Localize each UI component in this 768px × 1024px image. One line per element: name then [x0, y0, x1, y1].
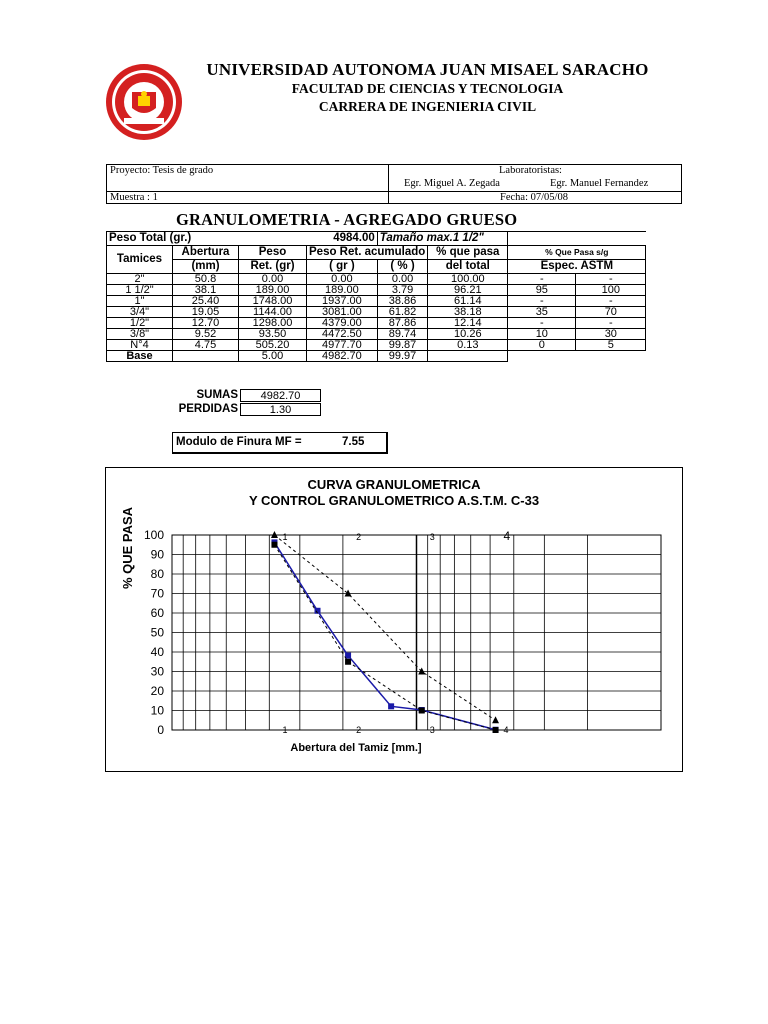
y-tick-label: 90 [150, 547, 164, 562]
cell-acum-gr: 4977.70 [307, 340, 378, 351]
spec-lower-point [419, 708, 425, 714]
table-row [107, 340, 646, 351]
cell-pasa: 12.14 [428, 318, 508, 329]
fineness-modulus-value: 7.55 [342, 436, 365, 448]
y-tick-label: 20 [150, 684, 164, 698]
marker-number-bottom: 3 [429, 725, 435, 735]
cell-abertura: 25.40 [173, 296, 239, 307]
cell-pasa: 61.14 [428, 296, 508, 307]
cell-tamiz: 1/2" [107, 318, 173, 329]
cell-abertura: 12.70 [173, 318, 239, 329]
marker-number-top: 1 [282, 532, 288, 542]
cell-abertura: 4.75 [173, 340, 239, 351]
header-peso-unit: Ret. (gr) [239, 260, 307, 274]
cell-pasa: 100.00 [428, 274, 508, 285]
base-peso: 5.00 [239, 351, 307, 362]
series-line [274, 542, 495, 729]
y-tick-label: 50 [150, 625, 164, 640]
cell-tamiz: 1 1/2" [107, 285, 173, 296]
cell-spec-max: 30 [576, 329, 646, 340]
spec-lower-point [345, 659, 351, 665]
sums-value: 4982.70 [240, 389, 321, 402]
sample-point [388, 703, 394, 709]
cell-spec-max: - [576, 296, 646, 307]
header-pasa: % que pasa [428, 246, 508, 260]
granulometric-chart [105, 467, 683, 772]
cell-peso: 1144.00 [239, 307, 307, 318]
career-name: CARRERA DE INGENIERIA CIVIL [318, 99, 537, 114]
spec-upper-point [418, 668, 425, 675]
y-tick-label: 0 [157, 723, 164, 737]
spec-lower-point [271, 542, 277, 548]
marker-number-top: 4 [503, 529, 511, 543]
cell-abertura: 19.05 [173, 307, 239, 318]
header-acumulado: Peso Ret. acumulado [307, 246, 428, 260]
y-tick-label: 60 [150, 606, 164, 620]
cell-acum-pct: 61.82 [377, 307, 428, 318]
base-label: Base [107, 351, 173, 362]
series-line [274, 545, 495, 730]
cell-spec-min: - [508, 296, 576, 307]
cell-acum-pct: 99.87 [377, 340, 428, 351]
cell-abertura: 50.8 [173, 274, 239, 285]
cell-tamiz: N°4 [107, 340, 173, 351]
header-tamices: Tamices [107, 246, 173, 274]
cell-peso: 1748.00 [239, 296, 307, 307]
sums-label: SUMAS [196, 389, 238, 401]
marker-number-top: 2 [356, 532, 362, 542]
header-abertura-unit: (mm) [173, 260, 239, 274]
sample-label: Muestra : 1 [110, 192, 158, 203]
cell-peso: 505.20 [239, 340, 307, 351]
project-info-box [106, 164, 682, 204]
cell-tamiz: 2" [107, 274, 173, 285]
cell-pasa: 10.26 [428, 329, 508, 340]
spec-upper-point [345, 590, 352, 597]
lab-label: Laboratoristas: [499, 165, 562, 176]
losses-label: PERDIDAS [178, 403, 238, 415]
cell-pasa: 38.18 [428, 307, 508, 318]
x-axis-label: Abertura del Tamiz [mm.] [290, 742, 422, 754]
header-pasa-sub: del total [428, 260, 508, 274]
chart-title: CURVA GRANULOMETRICA [307, 477, 481, 492]
y-tick-label: 30 [150, 664, 164, 679]
cell-spec-min: 35 [508, 307, 576, 318]
cell-pasa: 96.21 [428, 285, 508, 296]
cell-spec-min: - [508, 318, 576, 329]
marker-number-bottom: 1 [282, 725, 288, 735]
y-tick-label: 10 [150, 703, 164, 718]
series-line [274, 535, 495, 720]
lab-technician-1: Egr. Miguel A. Zegada [404, 178, 500, 189]
cell-acum-pct: 89.74 [377, 329, 428, 340]
lab-technician-2: Egr. Manuel Fernandez [550, 178, 649, 189]
spec-upper-point [492, 716, 499, 723]
total-weight-label: Peso Total (gr.) [107, 232, 307, 246]
y-tick-label: 80 [150, 567, 164, 581]
cell-acum-gr: 4379.00 [307, 318, 378, 329]
y-tick-label: 100 [143, 528, 164, 542]
university-seal-logo [104, 62, 184, 142]
cell-pasa: 0.13 [428, 340, 508, 351]
y-tick-label: 70 [150, 586, 164, 601]
cell-spec-min: 10 [508, 329, 576, 340]
faculty-name: FACULTAD DE CIENCIAS Y TECNOLOGIA [291, 81, 564, 96]
base-acum-gr: 4982.70 [307, 351, 378, 362]
cell-spec-max: 5 [576, 340, 646, 351]
cell-spec-max: 70 [576, 307, 646, 318]
cell-acum-pct: 0.00 [377, 274, 428, 285]
project-label: Proyecto: Tesis de grado [110, 165, 214, 176]
cell-tamiz: 1" [107, 296, 173, 307]
chart-svg [106, 468, 682, 771]
header-spec: % Que Pasa s/g [508, 246, 646, 260]
cell-peso: 1298.00 [239, 318, 307, 329]
base-acum-pct: 99.97 [377, 351, 428, 362]
cell-acum-pct: 38.86 [377, 296, 428, 307]
cell-spec-max: 100 [576, 285, 646, 296]
report-title: GRANULOMETRIA - AGREGADO GRUESO [176, 210, 518, 229]
cell-acum-gr: 0.00 [307, 274, 378, 285]
cell-spec-min: 0 [508, 340, 576, 351]
cell-peso: 93.50 [239, 329, 307, 340]
cell-acum-gr: 3081.00 [307, 307, 378, 318]
losses-value: 1.30 [240, 403, 321, 416]
table-row [107, 285, 646, 296]
cell-acum-gr: 4472.50 [307, 329, 378, 340]
cell-spec-max: - [576, 318, 646, 329]
cell-acum-pct: 3.79 [377, 285, 428, 296]
max-size-label: Tamaño max.1 1/2" [377, 232, 508, 246]
cell-spec-max: - [576, 274, 646, 285]
marker-number-bottom: 4 [503, 725, 509, 735]
table-row [107, 318, 646, 329]
table-row [107, 296, 646, 307]
chart-subtitle: Y CONTROL GRANULOMETRICO A.S.T.M. C-33 [248, 493, 540, 508]
header-abertura: Abertura [173, 246, 239, 260]
cell-spec-min: 95 [508, 285, 576, 296]
y-tick-label: 40 [150, 645, 164, 659]
cell-peso: 0.00 [239, 274, 307, 285]
cell-tamiz: 3/4" [107, 307, 173, 318]
fineness-modulus-label: Modulo de Finura MF = [176, 436, 302, 448]
marker-number-top: 3 [429, 532, 435, 542]
granulometry-table [106, 231, 646, 362]
header-acum-pct: ( % ) [377, 260, 428, 274]
header-peso: Peso [239, 246, 307, 260]
cell-acum-gr: 189.00 [307, 285, 378, 296]
date-label: Fecha: 07/05/08 [500, 192, 568, 203]
table-row [107, 307, 646, 318]
table-row [107, 329, 646, 340]
cell-tamiz: 3/8" [107, 329, 173, 340]
cell-acum-pct: 87.86 [377, 318, 428, 329]
y-axis-label: % QUE PASA [120, 506, 135, 590]
university-name: UNIVERSIDAD AUTONOMA JUAN MISAEL SARACHO [206, 60, 649, 79]
cell-abertura: 9.52 [173, 329, 239, 340]
spec-lower-point [493, 727, 499, 733]
marker-number-bottom: 2 [356, 725, 362, 735]
total-weight-value: 4984.00 [307, 232, 378, 246]
cell-acum-gr: 1937.00 [307, 296, 378, 307]
header-acum-gr: ( gr ) [307, 260, 378, 274]
cell-spec-min: - [508, 274, 576, 285]
table-row [107, 274, 646, 285]
cell-abertura: 38.1 [173, 285, 239, 296]
header-spec-sub: Espec. ASTM [508, 260, 646, 274]
fineness-modulus-box [172, 432, 388, 454]
cell-peso: 189.00 [239, 285, 307, 296]
